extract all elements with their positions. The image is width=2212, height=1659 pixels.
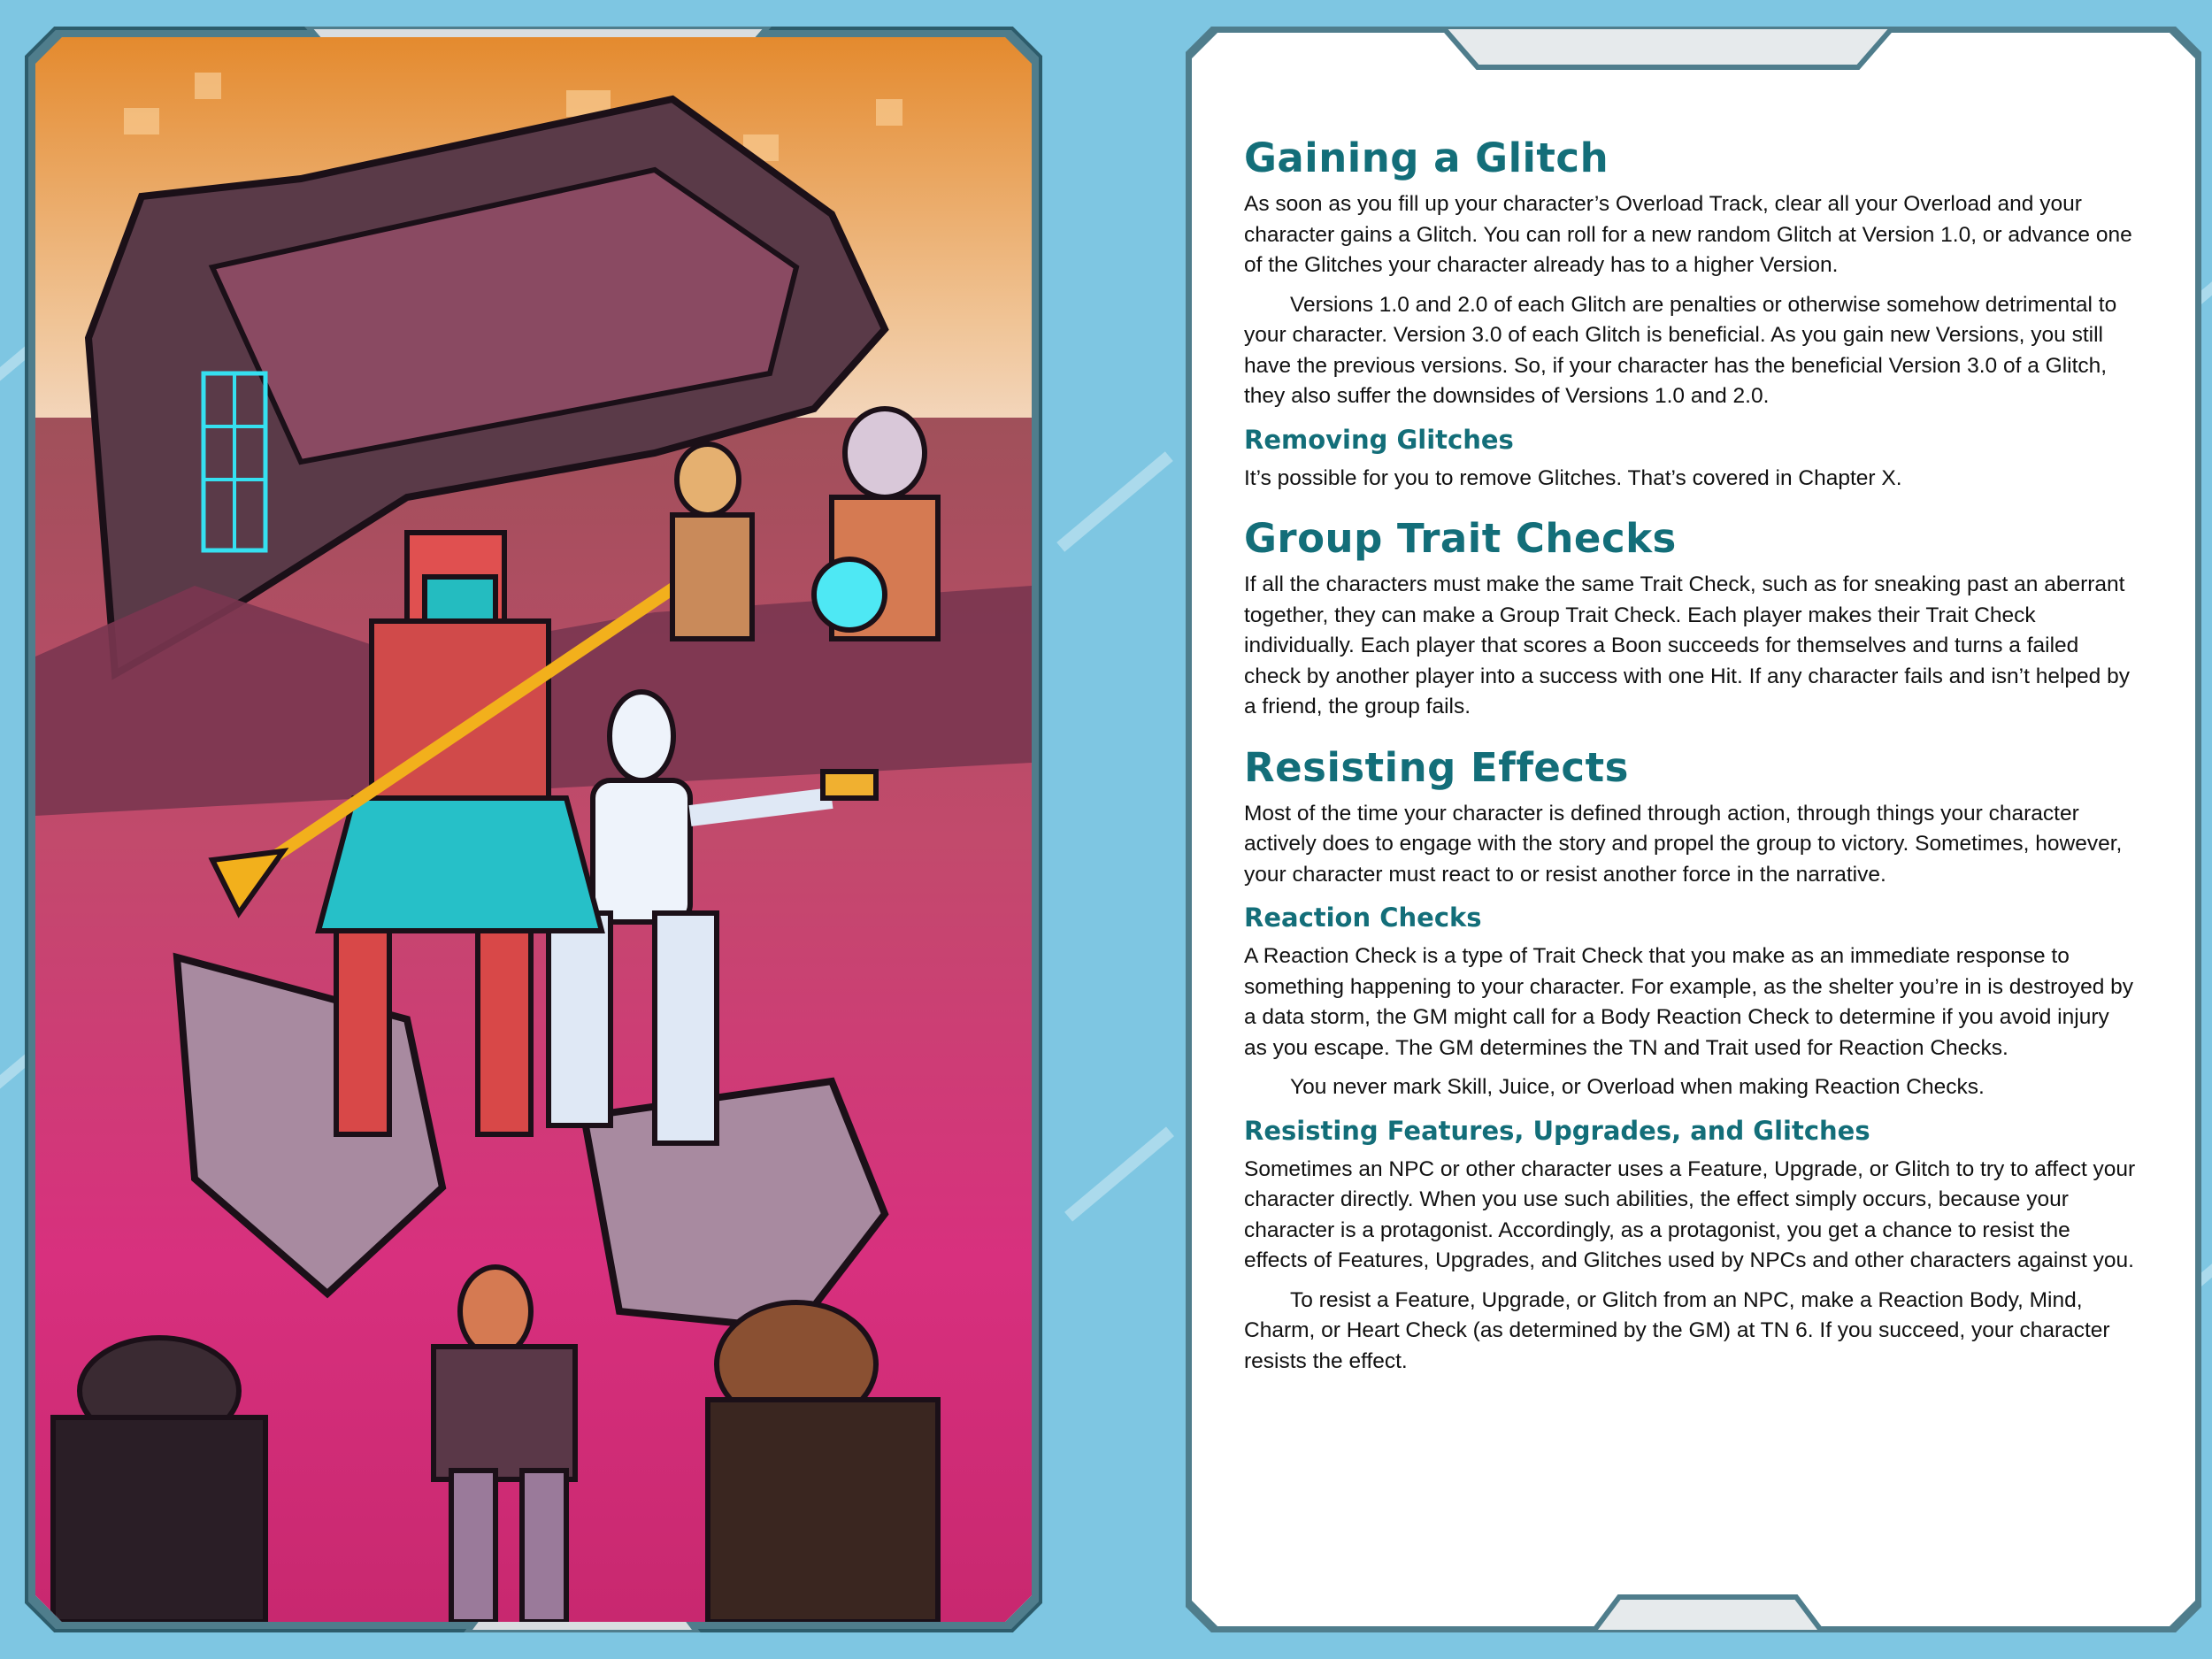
paragraph: You never mark Skill, Juice, or Overload when making Reaction Checks. — [1290, 1075, 1985, 1099]
heading-gaining-a-glitch: Gaining a Glitch — [1244, 134, 1609, 181]
paragraph: A Reaction Check is a type of Trait Check that you make as an immediate response to something happening to your character. For example, as the shelter you’re in is destroyed by a data storm, the GM might call for a Body Reaction Check to determine if you avoid injury as you escape. The GM determines the TN and Trait used for Reaction Checks. — [1244, 944, 2134, 1060]
subheading-resisting-features: Resisting Features, Upgrades, and Glitches — [1244, 1115, 1870, 1146]
text-page-frame — [1186, 27, 2201, 1632]
paragraph: Versions 1.0 and 2.0 of each Glitch are penalties or otherwise somehow detrimental to your character. Version 3.0 of each Glitch is beneficial. As you gain new Versions, you still have the previous versions. So, if your character has the beneficial Version 3.0 of a Glitch, they also suffer the downsides of Versions 1.0 and 2.0. — [1244, 292, 2117, 408]
paragraph: It’s possible for you to remove Glitches. That’s covered in Chapter X. — [1244, 465, 1902, 490]
heading-group-trait-checks: Group Trait Checks — [1244, 515, 1677, 562]
background-stripe — [1056, 451, 1173, 552]
paragraph: As soon as you fill up your character’s Overload Track, clear all your Overload and your character gains a Glitch. You can roll for a new random Glitch at Version 1.0, or advance one of the Glitches your character already has to a higher Version. — [1244, 192, 2132, 277]
page-text — [1244, 115, 2138, 1386]
paragraph: Most of the time your character is defined through action, through things your character actively does to engage with the story and propel the group to victory. Sometimes, however, your character must react to or resist another force in the narrative. — [1244, 801, 2123, 887]
subheading-reaction-checks: Reaction Checks — [1244, 902, 1482, 933]
paragraph: To resist a Feature, Upgrade, or Glitch from an NPC, make a Reaction Body, Mind, Charm, or Heart Check (as determined by the GM) at TN 6. If you succeed, your character resists the effect. — [1244, 1287, 2110, 1373]
subheading-removing-glitches: Removing Glitches — [1244, 424, 1514, 455]
illustration-scene — [35, 37, 1032, 1622]
paragraph: Sometimes an NPC or other character uses a Feature, Upgrade, or Glitch to try to affect your character directly. When you use such abilities, the effect simply occurs, because your character is a protagonist. Accordingly, as a protagonist, you get a chance to resist the effects of Features, Upgrades, and Glitches used by NPCs and other characters against you. — [1244, 1156, 2136, 1272]
heading-resisting-effects: Resisting Effects — [1244, 743, 1629, 791]
illustration-frame — [25, 27, 1042, 1632]
paragraph: If all the characters must make the same Trait Check, such as for sneaking past an aberrant together, they can make a Group Trait Check. Each player makes their Trait Check individually. Each player that scores a Boon succeeds for themselves and turns a failed check by another player into a success with one Hit. If any character fails and isn’t helped by a friend, the group fails. — [1244, 572, 2130, 718]
background-stripe — [1064, 1126, 1174, 1221]
robot-battle-illustration — [35, 37, 1032, 1622]
